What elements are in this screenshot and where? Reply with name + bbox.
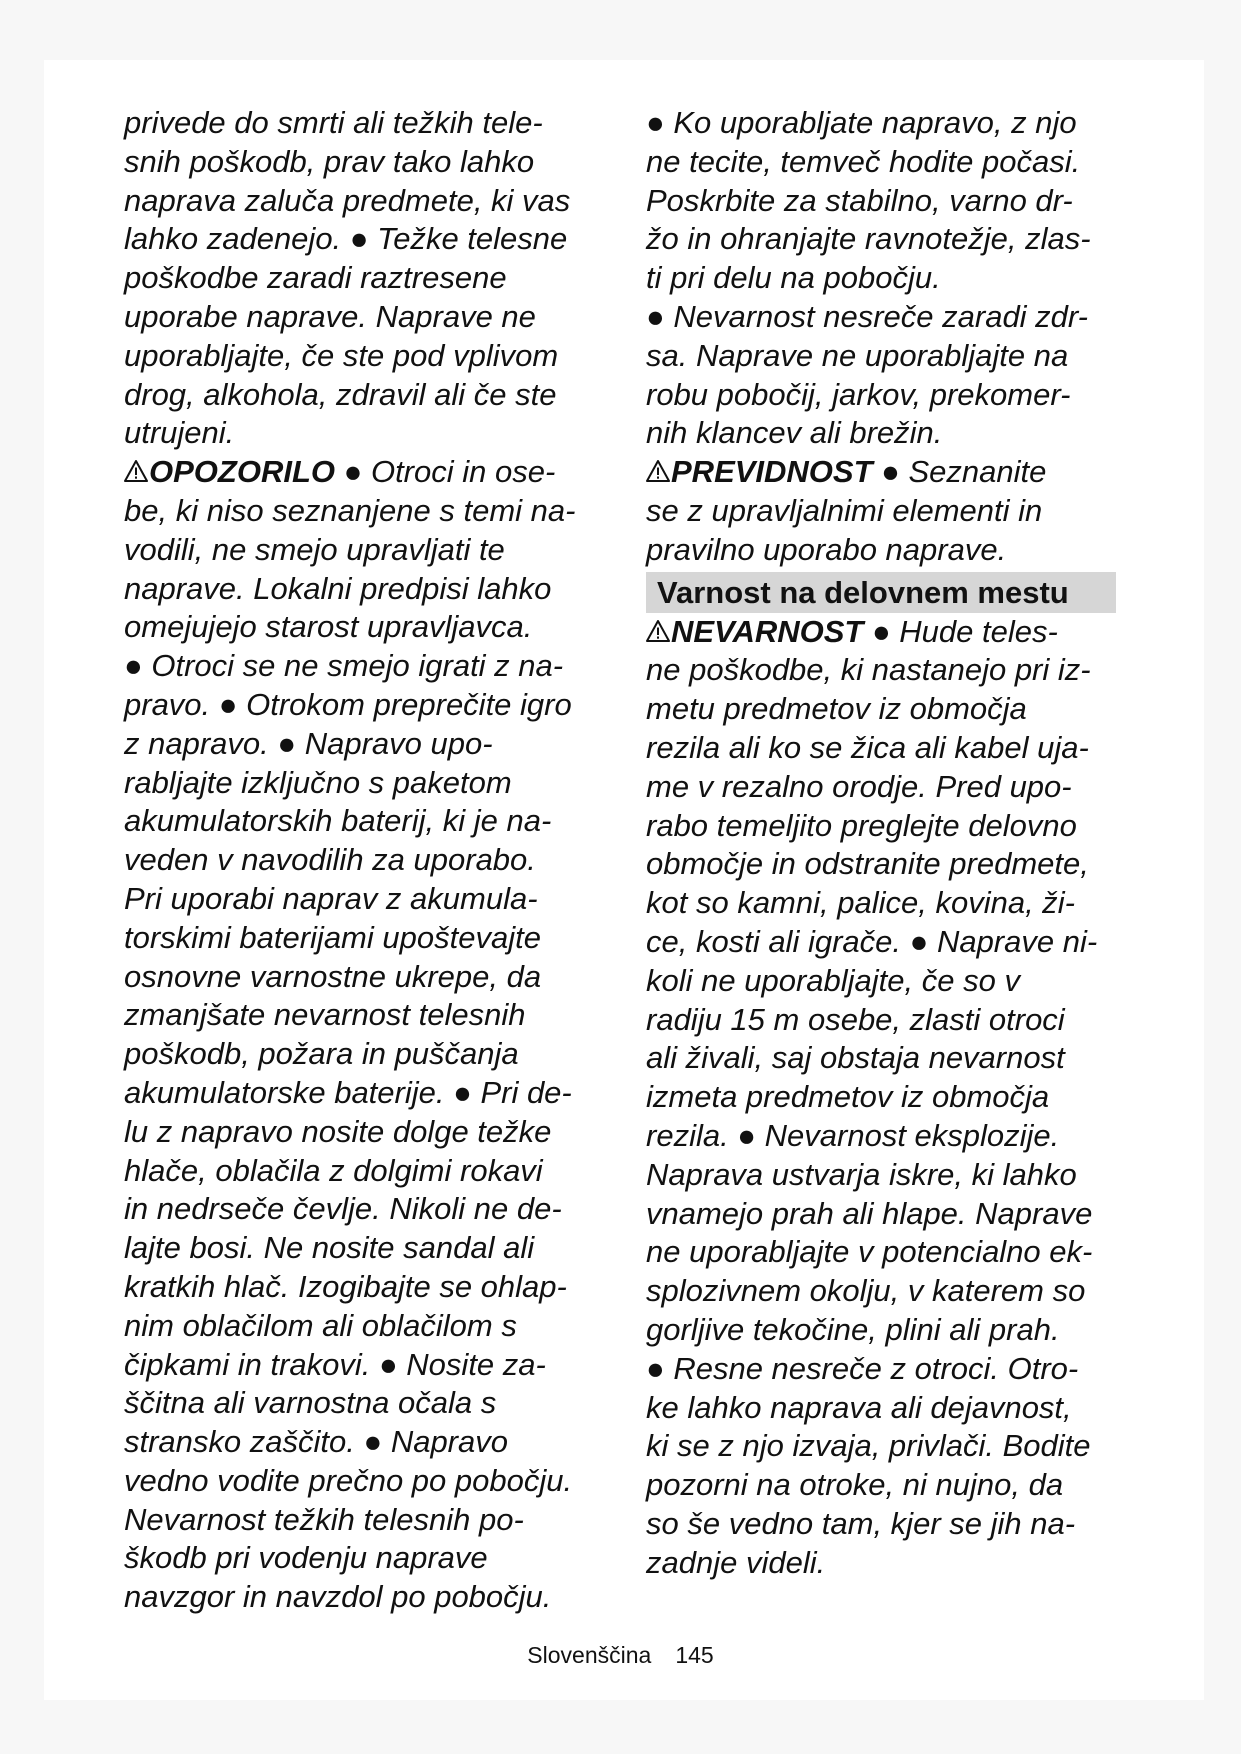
text-line: hlače, oblačila z dolgimi rokavi	[124, 1152, 543, 1188]
text-line: gorljive tekočine, plini ali prah.	[646, 1311, 1060, 1347]
warning-triangle-icon	[646, 459, 670, 483]
page-number: 145	[675, 1642, 714, 1668]
text-line: veden v navodilih za uporabo.	[124, 842, 536, 878]
text-line: rezila ali ko se žica ali kabel uja-	[646, 729, 1089, 765]
text-line: ščitna ali varnostna očala s	[124, 1385, 497, 1421]
text-line: pravo. ● Otrokom preprečite igro	[124, 686, 572, 722]
text-line: in nedrseče čevlje. Nikoli ne de-	[124, 1191, 562, 1227]
section-heading: Varnost na delovnem mestu	[646, 572, 1116, 613]
text-line: Pri uporabi naprav z akumula-	[124, 880, 538, 916]
text-line: škodb pri vodenju naprave	[124, 1540, 488, 1576]
text-line: so še vedno tam, kjer se jih na-	[646, 1505, 1076, 1541]
text-line: žo in ohranjajte ravnotežje, zlas-	[646, 221, 1091, 257]
text-line: Poskrbite za stabilno, varno dr-	[646, 182, 1073, 218]
text-line: kot so kamni, palice, kovina, ži-	[646, 885, 1076, 921]
text-line: nim oblačilom ali oblačilom s	[124, 1307, 517, 1343]
danger-label: NEVARNOST	[671, 613, 864, 649]
text-line: omejujejo starost upravljavca.	[124, 609, 533, 645]
text-line: naprava zaluča predmete, ki vas	[124, 182, 571, 218]
text-line: radiju 15 m osebe, zlasti otroci	[646, 1001, 1065, 1037]
danger-text: ● Hude teles-	[863, 613, 1058, 649]
text-line: lu z napravo nosite dolge težke	[124, 1113, 552, 1149]
text-line: kratkih hlač. Izogibajte se ohlap-	[124, 1268, 567, 1304]
text-line: ne poškodbe, ki nastanejo pri iz-	[646, 652, 1091, 688]
text-line: uporabljajte, če ste pod vplivom	[124, 337, 559, 373]
text-line: utrujeni.	[124, 415, 235, 451]
text-line: splozivnem okolju, v katerem so	[646, 1273, 1086, 1309]
text-line: ki se z njo izvaja, privlači. Bodite	[646, 1428, 1091, 1464]
text-line: stransko zaščito. ● Napravo	[124, 1424, 508, 1460]
page-footer	[0, 1640, 1241, 1670]
text-line: Nevarnost težkih telesnih po-	[124, 1501, 524, 1537]
text-line: ● Otroci se ne smejo igrati z na-	[124, 648, 564, 684]
text-line: pozorni na otroke, ni nujno, da	[646, 1467, 1064, 1503]
text-line: ti pri delu na pobočju.	[646, 260, 941, 296]
text-line: lajte bosi. Ne nosite sandal ali	[124, 1230, 535, 1266]
text-line: zadnje videli.	[646, 1544, 826, 1580]
text-line: snih poškodb, prav tako lahko	[124, 143, 535, 179]
text-line: rabo temeljito preglejte delovno	[646, 807, 1077, 843]
text-line: poškodb, požara in puščanja	[124, 1036, 519, 1072]
text-line: poškodbe zaradi raztresene	[124, 260, 507, 296]
text-line: ali živali, saj obstaja nevarnost	[646, 1040, 1065, 1076]
text-line: vnamejo prah ali hlape. Naprave	[646, 1195, 1093, 1231]
text-line: rezila. ● Nevarnost eksplozije.	[646, 1117, 1060, 1153]
text-line: privede do smrti ali težkih tele-	[124, 105, 543, 140]
text-line: Naprava ustvarja iskre, ki lahko	[646, 1156, 1077, 1192]
footer-language: Slovenščina	[527, 1642, 652, 1668]
text-line: sa. Naprave ne uporabljajte na	[646, 337, 1069, 373]
text-line: metu predmetov iz območja	[646, 691, 1027, 727]
text-line: drog, alkohola, zdravil ali če ste	[124, 376, 557, 412]
text-line: pravilno uporabo naprave.	[646, 531, 1007, 567]
warning-triangle-icon	[646, 619, 670, 643]
text-line: vedno vodite prečno po pobočju.	[124, 1462, 573, 1498]
text-line: nih klancev ali brežin.	[646, 415, 943, 451]
text-line: ne tecite, temveč hodite počasi.	[646, 143, 1081, 179]
caution-label: PREVIDNOST	[671, 454, 873, 490]
warning-line	[124, 453, 600, 492]
text-line: zmanjšate nevarnost telesnih	[124, 997, 526, 1033]
caution-line	[646, 453, 1120, 492]
warning-text: ● Otroci in ose-	[335, 454, 556, 490]
text-line: lahko zadenejo. ● Težke telesne	[124, 221, 568, 257]
text-line: naprave. Lokalni predpisi lahko	[124, 570, 552, 606]
text-line: izmeta predmetov iz območja	[646, 1079, 1050, 1115]
text-line: navzgor in navzdol po pobočju.	[124, 1579, 552, 1615]
warning-label: OPOZORILO	[149, 454, 335, 490]
caution-text: ● Seznanite	[872, 454, 1047, 490]
text-line: z napravo. ● Napravo upo-	[124, 725, 493, 761]
text-line: čipkami in trakovi. ● Nosite za-	[124, 1346, 546, 1382]
text-line: akumulatorske baterije. ● Pri de-	[124, 1074, 572, 1110]
text-line: območje in odstranite predmete,	[646, 846, 1089, 882]
text-line: koli ne uporabljajte, če so v	[646, 962, 1020, 998]
text-line: ● Ko uporabljate napravo, z njo	[646, 105, 1077, 140]
text-line: ne uporabljajte v potencialno ek-	[646, 1234, 1093, 1270]
warning-triangle-icon	[124, 459, 148, 483]
text-line: se z upravljalnimi elementi in	[646, 492, 1043, 528]
text-line: torskimi baterijami upoštevajte	[124, 919, 541, 955]
text-line: me v rezalno orodje. Pred upo-	[646, 768, 1072, 804]
right-column	[646, 104, 1120, 1582]
text-line: rabljajte izključno s paketom	[124, 764, 512, 800]
danger-line	[646, 613, 1120, 652]
text-line: be, ki niso seznanjene s temi na-	[124, 492, 576, 528]
left-column	[124, 104, 600, 1617]
text-line: vodili, ne smejo upravljati te	[124, 531, 505, 567]
text-line: robu pobočij, jarkov, prekomer-	[646, 376, 1071, 412]
text-line: akumulatorskih baterij, ki je na-	[124, 803, 552, 839]
text-line: ● Nevarnost nesreče zaradi zdr-	[646, 298, 1089, 334]
text-line: uporabe naprave. Naprave ne	[124, 298, 536, 334]
text-line: osnovne varnostne ukrepe, da	[124, 958, 542, 994]
text-line: ce, kosti ali igrače. ● Naprave ni-	[646, 923, 1098, 959]
text-line: ke lahko naprava ali dejavnost,	[646, 1389, 1072, 1425]
text-line: ● Resne nesreče z otroci. Otro-	[646, 1350, 1079, 1386]
